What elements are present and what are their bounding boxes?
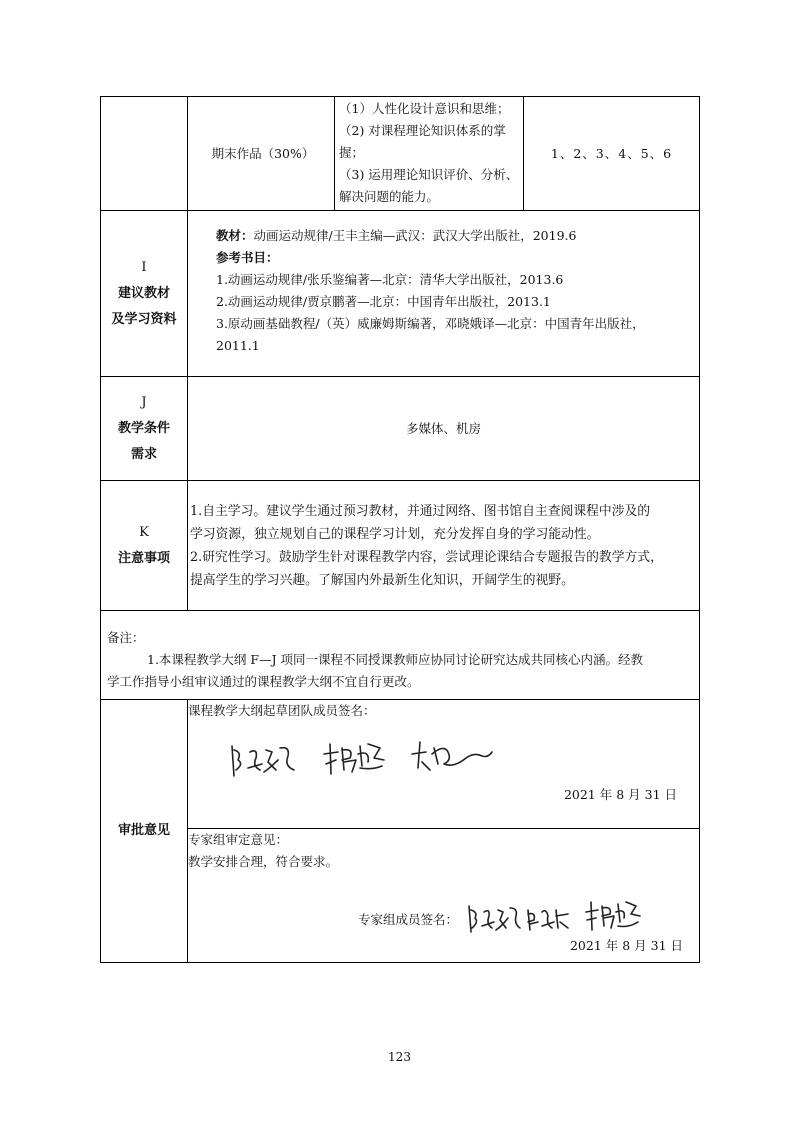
teaching-conditions: 多媒体、机房 [405,420,481,436]
final-work-targets: 1、2、3、4、5、6 [550,145,673,161]
objective-line: （1）人性化设计意识和思维； [339,101,510,116]
reference-item: 3.原动画基础教程/（英）威廉姆斯编著，邓晓娥译—北京：中国青年出版社， [216,316,645,331]
remarks-row [101,611,700,700]
remarks-cell [101,611,700,700]
section-i-letter: I [141,259,147,275]
textbook-text: 动画运动规律/王丰主编—武汉：武汉大学出版社，2019.6 [253,228,577,243]
note-line: 2.研究性学习。鼓励学生针对课程教学内容，尝试理论课结合专题报告的教学方式， [190,549,663,565]
section-j-content [188,377,700,481]
section-i-title-line: 建议教材 [117,285,170,301]
references-label: 参考书目： [216,250,279,265]
drafting-signature-1 [228,740,298,782]
section-i-title-line: 及学习资料 [111,311,177,327]
expert-signature-2 [524,904,570,934]
section-k-title: 注意事项 [117,550,170,566]
section-i-content [188,211,700,377]
objective-line: 握； [339,145,365,160]
textbook-label: 教材： [216,228,254,243]
section-j-label [101,377,188,481]
note-line: 提高学生的学习兴趣。了解国内外最新生化知识，开阔学生的视野。 [190,572,574,588]
section-i-row [101,211,700,377]
syllabus-table [100,96,700,963]
expert-opinion: 教学安排合理，符合要求。 [188,854,339,869]
expert-group-cell [188,829,700,963]
final-work-objectives-cell [335,97,524,211]
approval-row-expert [101,829,700,963]
section-k-content [188,481,700,611]
section-j-letter: J [141,394,147,410]
note-line: 学习资源，独立规划自己的课程学习计划，充分发挥自身的学习能动性。 [190,526,600,542]
section-j-title-line: 教学条件 [117,420,170,436]
remarks-line: 学工作指导小组审议通过的课程教学大纲不宜自行更改。 [107,674,420,689]
objective-line: （2) 对课程理论知识体系的掌 [339,123,506,138]
section-k-letter: K [139,524,149,540]
drafting-date: 2021 年 8 月 31 日 [563,787,677,802]
approval-row-drafting [101,700,700,829]
page-number: 123 [388,1050,411,1064]
reference-item: 2011.1 [216,338,260,353]
expert-group-title: 专家组审定意见： [188,832,289,847]
expert-signature-3 [584,900,642,934]
approval-label: 审批意见 [101,700,188,963]
final-work-row [101,97,700,211]
reference-item: 1.动画运动规律/张乐鉴编著—北京：清华大学出版社，2013.6 [216,272,564,287]
remarks-line: 1.本课程教学大纲 F—J 项同一课程不同授课教师应协同讨论研究达成共同核心内涵。经教 [147,652,644,667]
objective-line: （3) 运用理论知识评价、分析、 [339,167,519,182]
expert-date: 2021 年 8 月 31 日 [569,938,683,953]
section-j-row [101,377,700,481]
final-work-name-cell [188,97,335,211]
objective-line: 解决问题的能力。 [339,189,440,204]
section-j-title-line: 需求 [130,446,157,462]
reference-item: 2.动画运动规律/贾京鹏著—北京：中国青年出版社，2013.1 [216,294,551,309]
drafting-signature-3 [408,738,494,774]
expert-sign-label: 专家组成员签名： [358,912,459,927]
section-k-row [101,481,700,611]
remarks-title: 备注： [107,630,145,645]
note-line: 1.自主学习。建议学生通过预习教材，并通过网络、图书馆自主查阅课程中涉及的 [190,503,651,519]
section-k-label [101,481,188,611]
section-i-label [101,211,188,377]
drafting-signature-2 [322,740,388,778]
final-work-name: 期末作品（30%） [211,145,315,161]
drafting-team-title: 课程教学大纲起草团队成员签名： [188,703,376,718]
expert-signature-1 [466,902,522,936]
final-work-targets-cell [524,97,700,211]
